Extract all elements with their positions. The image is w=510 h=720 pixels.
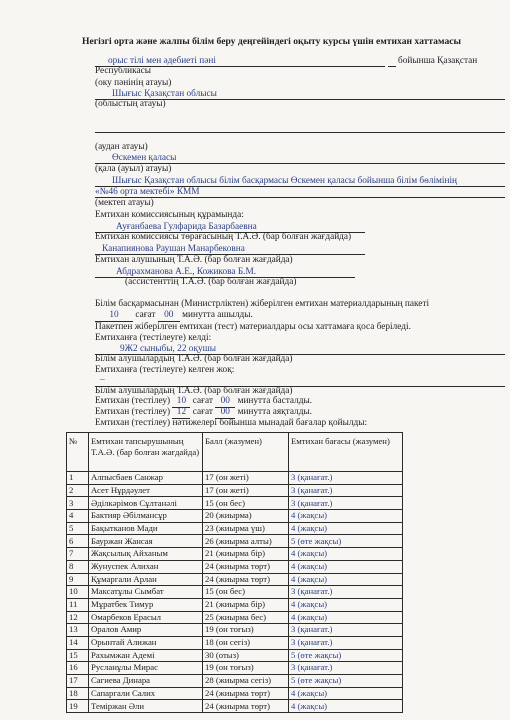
commission-chair: Канапиянова Раушан Манарбековна — [102, 244, 245, 254]
header-number: № — [67, 433, 89, 472]
came-label: Емтиханға (тестілеуге) келді: — [95, 333, 212, 343]
row-grade: 3 (қанағат.) — [289, 472, 403, 485]
came-value: 9Ж2 сыныбы, 22 оқушы — [120, 344, 217, 354]
row-student-name: Әділкәрімов Сұлтанәлі — [89, 497, 203, 510]
row-number: 7 — [67, 548, 89, 561]
row-score: 24 (жиырма төрт) — [203, 573, 289, 586]
row-score: 28 (жиырма сегіз) — [203, 675, 289, 688]
row-number: 12 — [67, 611, 89, 624]
table-row — [67, 611, 403, 624]
row-grade: 3 (қанағат.) — [289, 497, 403, 510]
row-number: 5 — [67, 522, 89, 535]
absent-label: Емтиханға (тестілеуге) келген жоқ: — [95, 365, 235, 375]
row-score: 19 (он тоғыз) — [203, 624, 289, 637]
row-grade: 4 (жақсы) — [289, 598, 403, 611]
row-grade: 4 (жақсы) — [289, 687, 403, 700]
exam-start-prefix: Емтихан (тестілеу) — [95, 396, 171, 406]
packet-line2 — [95, 310, 253, 322]
packet-minute: 00 — [158, 310, 180, 322]
table-row — [67, 586, 403, 599]
row-number: 15 — [67, 649, 89, 662]
exam-end-minute: 00 — [215, 407, 235, 419]
row-number: 4 — [67, 510, 89, 523]
row-score: 21 (жиырма бір) — [203, 598, 289, 611]
table-row — [67, 522, 403, 535]
row-student-name: Сагиева Динара — [89, 675, 203, 688]
row-number: 8 — [67, 560, 89, 573]
district-underline — [95, 132, 505, 133]
absent-value: – — [100, 375, 105, 385]
table-row — [67, 675, 403, 688]
row-number: 19 — [67, 700, 89, 713]
students-label-1: Білім алушылардың Т.А.Ә. (бар болған жағдайда) — [95, 354, 293, 364]
row-score: 20 (жиырма) — [203, 510, 289, 523]
row-student-name: Бақытканов Мади — [89, 522, 203, 535]
table-row — [67, 662, 403, 675]
table-row — [67, 700, 403, 713]
row-student-name: Рахымжан Адемі — [89, 649, 203, 662]
exam-end-suffix: минутта аяқталды. — [237, 407, 312, 417]
row-student-name: Орынтай Алижан — [89, 636, 203, 649]
exam-start-minute: 00 — [215, 396, 235, 408]
row-score: 15 (он бес) — [203, 497, 289, 510]
row-grade: 4 (жақсы) — [289, 522, 403, 535]
commission-label: Емтихан комиссиясының құрамында: — [95, 210, 244, 220]
row-student-name: Теміржан Әли — [89, 700, 203, 713]
table-row — [67, 497, 403, 510]
examiners-value: Абдрахманова А.Е., Кожикова Б.М. — [116, 267, 257, 277]
row-score: 18 (он сегіз) — [203, 636, 289, 649]
row-grade: 3 (қанағат.) — [289, 662, 403, 675]
document-title: Негізгі орта және жалпы білім беру деңгейіндегі оқыту курсы үшін емтихан хаттамасы — [82, 36, 461, 47]
table-row — [67, 687, 403, 700]
row-student-name: Бауржан Жансая — [89, 535, 203, 548]
school-label: (мектеп атауы) — [95, 198, 154, 208]
row-number: 13 — [67, 624, 89, 637]
row-student-name: Омарбеков Ерасыл — [89, 611, 203, 624]
row-grade: 4 (жақсы) — [289, 573, 403, 586]
row-score: 26 (жиырма алты) — [203, 535, 289, 548]
region-label: (облыстың атауы) — [95, 99, 166, 109]
row-grade: 3 (қанағат.) — [289, 586, 403, 599]
row-grade: 4 (жақсы) — [289, 611, 403, 624]
region-value: Шығыс Қазақстан облысы — [112, 89, 217, 99]
row-student-name: Максатұлы Сымбат — [89, 586, 203, 599]
header-student-name: Емтихан тапсырушының Т.А.Ә. (бар болған жағдайда) — [89, 433, 203, 472]
row-number: 2 — [67, 484, 89, 497]
row-number: 16 — [67, 662, 89, 675]
row-student-name: Мұратбек Тимур — [89, 598, 203, 611]
exam-end-prefix: Емтихан (тестілеу) — [95, 407, 171, 417]
students-label-2: Білім алушылардың Т.А.Ә. (бар болған жағдайда) — [95, 386, 293, 396]
table-row — [67, 624, 403, 637]
row-grade: 4 (жақсы) — [289, 700, 403, 713]
row-score: 25 (жиырма бес) — [203, 611, 289, 624]
row-grade: 3 (қанағат.) — [289, 484, 403, 497]
row-student-name: Оралов Амир — [89, 624, 203, 637]
results-table-body — [67, 472, 403, 713]
examiner-label: Емтихан алушының Т.А.Ә. (бар болған жағдайда) — [95, 255, 293, 265]
table-row — [67, 573, 403, 586]
row-number: 1 — [67, 472, 89, 485]
exam-start-hour: 10 — [172, 396, 190, 408]
table-row — [67, 510, 403, 523]
row-grade: 4 (жақсы) — [289, 548, 403, 561]
school-value-line2: «№46 орта мектебі» КММ — [95, 187, 200, 197]
table-row — [67, 649, 403, 662]
results-label: Емтихан (тестілеу) нәтижелері бойынша мынадай бағалар қойылды: — [95, 418, 368, 428]
subject-suffix-2: Республикасы — [95, 66, 152, 76]
city-label: (қала (ауыл) атауы) — [95, 164, 172, 174]
results-table — [66, 432, 403, 713]
commission-chair-label: Емтихан комиссиясы төрағасының Т.А.Ә. (бар болған жағдайда) — [95, 232, 352, 242]
row-student-name: Жақсылық Айханым — [89, 548, 203, 561]
row-student-name: Асет Нұрдәулет — [89, 484, 203, 497]
row-student-name: Бактияр Әбілмансұр — [89, 510, 203, 523]
packet-minute-word: минутта ашылды. — [182, 310, 253, 320]
row-number: 14 — [67, 636, 89, 649]
subject-suffix: бойынша Қазақстан — [398, 56, 478, 66]
table-row — [67, 598, 403, 611]
row-grade: 4 (жақсы) — [289, 560, 403, 573]
table-row — [67, 560, 403, 573]
table-row — [67, 535, 403, 548]
row-score: 23 (жиырма үш) — [203, 522, 289, 535]
row-score: 17 (он жеті) — [203, 472, 289, 485]
row-number: 3 — [67, 497, 89, 510]
row-score: 24 (жиырма төрт) — [203, 700, 289, 713]
row-student-name: Русланұлы Мирас — [89, 662, 203, 675]
row-grade: 5 (өте жақсы) — [289, 535, 403, 548]
table-row — [67, 548, 403, 561]
exam-end-hour-word: сағат — [192, 407, 213, 417]
row-student-name: Жунуспек Алихан — [89, 560, 203, 573]
exam-start-suffix: минутта басталды. — [237, 396, 313, 406]
row-student-name: Алпысбаев Санжар — [89, 472, 203, 485]
row-student-name: Құмаргали Арлан — [89, 573, 203, 586]
table-row — [67, 636, 403, 649]
subject-underline-2 — [388, 66, 396, 67]
row-number: 11 — [67, 598, 89, 611]
exam-end-hour: 12 — [172, 407, 190, 419]
packet-line3: Пакетпен жіберілген емтихан (тест) материалдары осы хаттамаға қоса беріледі. — [95, 322, 411, 332]
row-score: 24 (жиырма төрт) — [203, 560, 289, 573]
row-score: 15 (он бес) — [203, 586, 289, 599]
header-grade: Емтихан бағасы (жазумен) — [289, 433, 403, 472]
row-score: 24 (жиырма төрт) — [203, 687, 289, 700]
packet-hour: 10 — [95, 310, 133, 322]
assistants-label: (ассистенттің Т.А.Ә. (бар болған жағдайда) — [125, 277, 297, 287]
row-score: 30 (отыз) — [203, 649, 289, 662]
row-number: 18 — [67, 687, 89, 700]
commission-member: Ауғанбаева Гулфарида Базарбаевна — [116, 222, 257, 232]
city-value: Өскемен қаласы — [112, 153, 177, 163]
exam-start-hour-word: сағат — [192, 396, 213, 406]
district-label: (аудан атауы) — [95, 142, 148, 152]
table-row — [67, 484, 403, 497]
row-grade: 5 (өте жақсы) — [289, 649, 403, 662]
row-score: 21 (жиырма бір) — [203, 548, 289, 561]
packet-hour-word: сағат — [135, 310, 156, 320]
row-number: 9 — [67, 573, 89, 586]
row-grade: 4 (жақсы) — [289, 510, 403, 523]
row-grade: 3 (қанағат.) — [289, 624, 403, 637]
row-grade: 3 (қанағат.) — [289, 636, 403, 649]
row-score: 17 (он жеті) — [203, 484, 289, 497]
row-number: 10 — [67, 586, 89, 599]
header-score: Балл (жазумен) — [203, 433, 289, 472]
subject-label: (оку пәнінің атауы) — [95, 78, 172, 88]
row-grade: 5 (өте жақсы) — [289, 675, 403, 688]
table-row — [67, 472, 403, 485]
school-underline-2 — [95, 197, 505, 198]
subject-value: орыс тілі мен әдебиеті пәні — [108, 56, 216, 66]
row-number: 17 — [67, 675, 89, 688]
school-value-line1: Шығыс Қазақстан облысы білім басқармасы Өскемен қаласы бойынша білім бөлімінің — [112, 176, 458, 186]
results-table-header — [67, 433, 403, 472]
row-score: 19 (он тоғыз) — [203, 662, 289, 675]
row-number: 6 — [67, 535, 89, 548]
packet-line1: Білім басқармасынан (Министрліктен) жіберілген емтихан материалдарының пакеті — [95, 299, 430, 309]
row-student-name: Сапаргали Салих — [89, 687, 203, 700]
